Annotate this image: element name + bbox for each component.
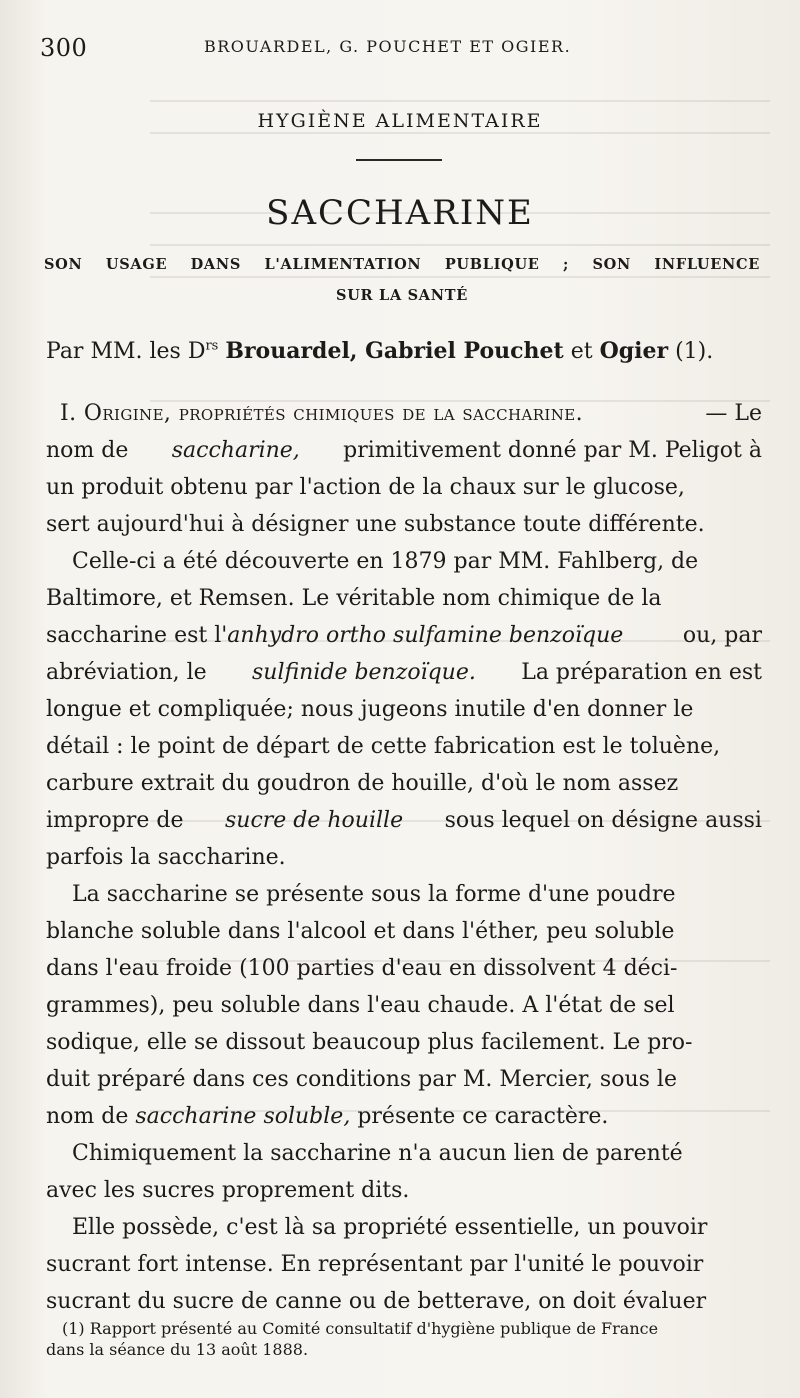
footnote-line-1: (1) Rapport présenté au Comité consultatif d'hygiène publique de France	[62, 1319, 659, 1338]
italic-term: saccharine soluble,	[135, 1104, 351, 1129]
body-line: Baltimore, et Remsen. Le véritable nom chimique de la	[46, 586, 662, 611]
text-run: présente ce caractère.	[357, 1104, 609, 1129]
italic-term: anhydro ortho sulfamine benzoïque	[227, 623, 624, 648]
italic-term: saccharine,	[171, 438, 300, 463]
subtitle-line-1	[44, 256, 760, 273]
body-line: Celle-ci a été découverte en 1879 par MM. Fahlberg, de	[72, 549, 699, 574]
article-title: SACCHARINE	[266, 193, 534, 233]
body-line: longue et compliquée; nous jugeons inutile d'en donner le	[46, 697, 694, 722]
text-run: abréviation, le	[46, 660, 207, 685]
body-line: sucrant du sucre de canne ou de betterave, on doit évaluer	[46, 1289, 707, 1314]
body-line: carbure extrait du goudron de houille, d'où le nom assez	[46, 771, 679, 796]
footnote-reference: (1).	[675, 339, 714, 364]
text-run: sous lequel on désigne aussi	[444, 808, 762, 833]
body-line	[46, 436, 762, 466]
footnote-line-2: dans la séance du 13 août 1888.	[46, 1340, 309, 1359]
subtitle-word: SON	[44, 256, 83, 273]
text-run: nom de	[46, 1104, 129, 1129]
body-line: sucrant fort intense. En représentant par l'unité le pouvoir	[46, 1252, 704, 1277]
italic-term: sulfinide benzoïque.	[251, 660, 476, 685]
author-conjunction: et	[570, 339, 593, 364]
body-line	[46, 806, 762, 836]
text-run: La préparation en est	[521, 660, 762, 685]
body-line: parfois la saccharine.	[46, 845, 286, 870]
body-line: avec les sucres proprement dits.	[46, 1178, 410, 1203]
body-line	[60, 399, 762, 429]
author-line	[46, 338, 766, 364]
subtitle-word: DANS	[190, 256, 242, 273]
subtitle-word: SON	[592, 256, 631, 273]
italic-term: sucre de houille	[224, 808, 404, 833]
section-heading: I. Origine, propriétés chimiques de la saccharine.	[60, 401, 584, 426]
text-run: nom de	[46, 438, 129, 463]
body-line: dans l'eau froide (100 parties d'eau en dissolvent 4 déci-	[46, 956, 678, 981]
subtitle-word: L'ALIMENTATION	[264, 256, 422, 273]
text-run: saccharine est l'	[46, 623, 228, 648]
body-line: La saccharine se présente sous la forme d'une poudre	[72, 882, 676, 907]
page-number: 300	[40, 34, 88, 62]
author-prefix: Par MM. les D	[46, 339, 206, 364]
body-line: grammes), peu soluble dans l'eau chaude. A l'état de sel	[46, 993, 675, 1018]
subtitle-word: INFLUENCE	[654, 256, 760, 273]
section-title: HYGIÈNE ALIMENTAIRE	[257, 110, 543, 132]
body-line	[46, 621, 762, 651]
author-last: Ogier	[599, 338, 669, 364]
running-head: BROUARDEL, G. POUCHET ET OGIER.	[204, 37, 572, 56]
text-run: ou, par	[682, 623, 762, 648]
body-line: un produit obtenu par l'action de la chaux sur le glucose,	[46, 475, 685, 500]
body-line: Elle possède, c'est là sa propriété essentielle, un pouvoir	[72, 1215, 708, 1240]
body-line	[46, 1102, 762, 1132]
text-run: primitivement donné par M. Peligot à	[343, 438, 762, 463]
body-line: duit préparé dans ces conditions par M. Mercier, sous le	[46, 1067, 677, 1092]
subtitle-word: USAGE	[105, 256, 168, 273]
subtitle-word: ;	[562, 256, 570, 273]
body-line: détail : le point de départ de cette fabrication est le toluène,	[46, 734, 721, 759]
author-names: Brouardel, Gabriel Pouchet	[225, 338, 564, 364]
subtitle-line-2: SUR LA SANTÉ	[336, 287, 468, 304]
subtitle-word: PUBLIQUE	[444, 256, 540, 273]
body-line: Chimiquement la saccharine n'a aucun lien de parenté	[72, 1141, 683, 1166]
body-line: blanche soluble dans l'alcool et dans l'éther, peu soluble	[46, 919, 675, 944]
body-line: sert aujourd'hui à désigner une substance toute différente.	[46, 512, 705, 537]
text-run: — Le	[705, 401, 762, 426]
body-line	[46, 658, 762, 688]
text-run: impropre de	[46, 808, 184, 833]
author-sup: rs	[205, 338, 219, 354]
running-header	[40, 34, 760, 64]
title-rule	[356, 159, 442, 161]
body-line: sodique, elle se dissout beaucoup plus facilement. Le pro-	[46, 1030, 693, 1055]
